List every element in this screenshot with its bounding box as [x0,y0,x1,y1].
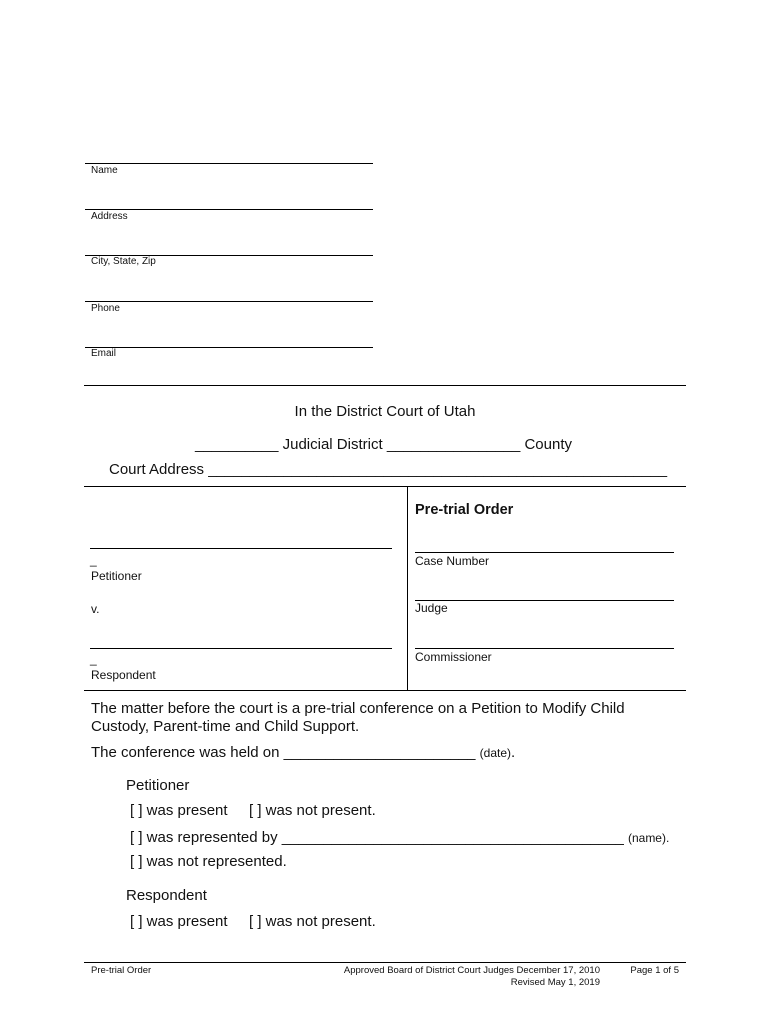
footer-form-name: Pre-trial Order [91,965,152,976]
email-line[interactable] [85,347,373,348]
respondent-present-checkbox[interactable]: [ ] was present [130,913,228,930]
name-line[interactable] [85,163,373,164]
held-on-date-blank[interactable]: _______________________ [283,744,476,761]
phone-line[interactable] [85,301,373,302]
header-divider [84,385,686,386]
phone-label: Phone [91,303,120,314]
petitioner-heading: Petitioner [126,777,190,794]
name-label: Name [91,165,118,176]
petitioner-label: Petitioner [91,569,142,583]
address-label: Address [91,211,128,222]
not-represented-checkbox[interactable]: [ ] was not represented. [130,853,287,870]
versus-label: v. [91,602,100,616]
caption-bottom-border [84,690,686,691]
case-number-label: Case Number [415,554,490,568]
district-blank[interactable]: __________ [195,436,279,453]
petitioner-underscore: _ [90,553,97,567]
court-address-label: Court Address [109,461,205,478]
held-on-period: . [511,744,516,761]
city-state-zip-label: City, State, Zip [91,256,156,267]
footer-approved: Approved Board of District Court Judges December 17, 2010 [343,965,600,976]
petitioner-name-line[interactable] [90,548,392,549]
district-row [195,436,572,453]
county-blank[interactable]: ________________ [386,436,521,453]
represented-by-blank[interactable]: _________________________________________ [281,829,624,846]
commissioner-line[interactable] [415,648,674,649]
respondent-not-present-checkbox[interactable]: [ ] was not present. [249,913,376,930]
court-heading: In the District Court of Utah [294,403,476,420]
footer-divider [84,962,686,963]
caption-divider [407,486,408,690]
held-on-label: The conference was held on [91,744,280,761]
judge-label: Judge [415,601,448,615]
caption-top-border [84,486,686,487]
footer-revised: Revised May 1, 2019 [510,977,600,988]
document-title: Pre-trial Order [415,502,514,518]
court-address-row [109,461,667,478]
represented-by-row [130,829,669,846]
respondent-name-line[interactable] [90,648,392,649]
represented-by-checkbox[interactable]: [ ] was represented by [130,829,278,846]
petitioner-present-checkbox[interactable]: [ ] was present [130,802,228,819]
court-address-blank[interactable]: _______________________________________________________ [208,461,668,478]
judge-line[interactable] [415,600,674,601]
address-line[interactable] [85,209,373,210]
respondent-label: Respondent [91,668,156,682]
date-hint: (date) [479,746,512,760]
respondent-heading: Respondent [126,887,207,904]
county-label: County [524,436,572,453]
email-label: Email [91,348,117,359]
commissioner-label: Commissioner [415,650,492,664]
held-on-row [91,744,515,761]
footer-page: Page 1 of 5 [630,965,679,976]
name-hint: (name). [627,831,670,845]
case-number-line[interactable] [415,552,674,553]
petitioner-not-present-checkbox[interactable]: [ ] was not present. [249,802,376,819]
respondent-underscore: _ [90,652,97,666]
district-label: Judicial District [282,436,383,453]
intro-paragraph: The matter before the court is a pre-trial conference on a Petition to Modify Child Custody, Parent-time and Child Support. [91,700,625,735]
